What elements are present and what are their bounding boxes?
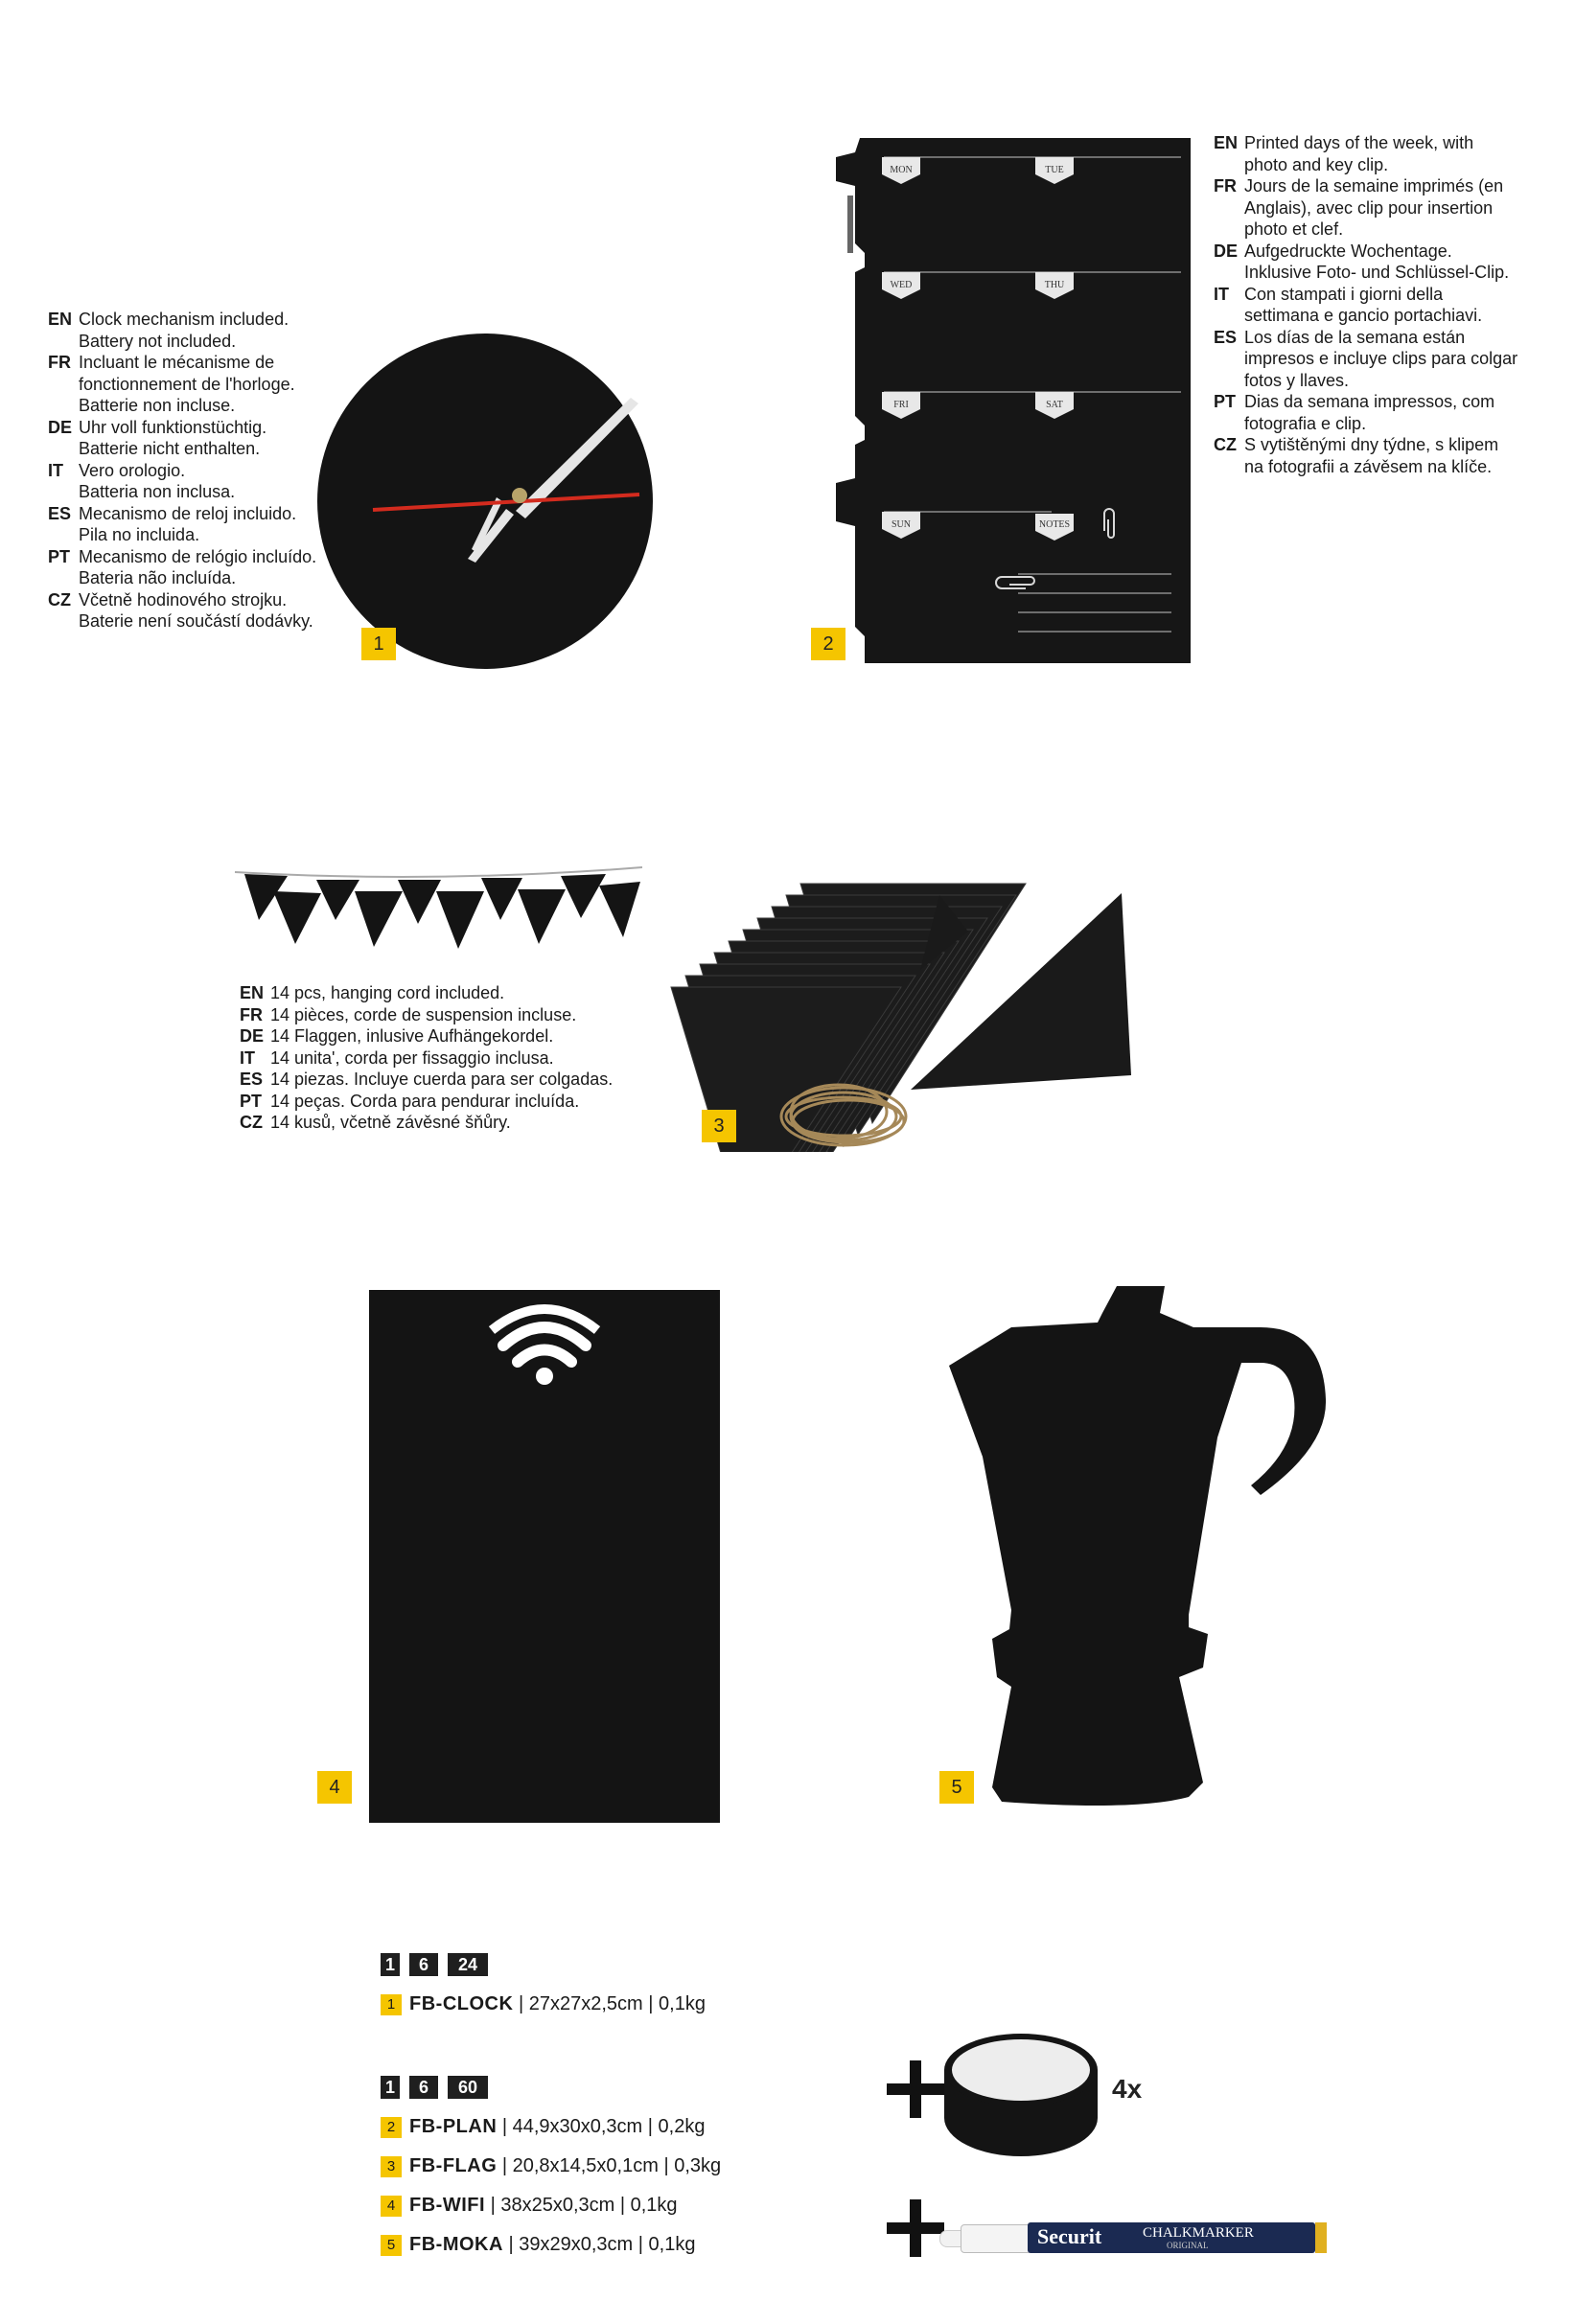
desc-entry-en: [1214, 132, 1568, 175]
desc-line: Batterie nicht enthalten.: [79, 439, 261, 458]
desc-entry-pt: [48, 546, 336, 589]
spec-moka: 5 FB-MOKA | 39x29x0,3cm | 0,1kg: [381, 2234, 695, 2256]
desc-entry-es: [1214, 327, 1568, 392]
desc-entry-cz: [48, 589, 336, 633]
badge-flag: 3: [702, 1110, 736, 1142]
spec-plan: 2 FB-PLAN | 44,9x30x0,3cm | 0,2kg: [381, 2116, 705, 2138]
desc-line: Con stampati i giorni della: [1244, 284, 1444, 304]
badge-moka: 5: [939, 1771, 974, 1804]
plus-icon: [887, 2199, 944, 2257]
desc-entry-de: [240, 1025, 642, 1047]
desc-line: Printed days of the week, with: [1244, 133, 1474, 152]
flag-description: [240, 982, 642, 1134]
desc-line: Uhr voll funktionstüchtig.: [79, 417, 267, 437]
pack-carton-count: 60: [448, 2076, 488, 2099]
desc-line: Jours de la semaine imprimés (en: [1244, 176, 1504, 196]
packaging-row-2: [381, 2076, 498, 2099]
packaging-row-1: [381, 1953, 498, 1976]
desc-line: impresos e incluye clips para colgar: [1244, 349, 1518, 368]
pack-box-count: 6: [409, 1953, 438, 1976]
day-mon: MON: [890, 165, 913, 175]
clock-description: [48, 309, 336, 633]
adhesive-pad-image: [939, 2027, 1102, 2161]
desc-entry-en: [48, 309, 336, 352]
desc-line: photo et clef.: [1244, 219, 1344, 239]
language-code: FR: [1214, 176, 1237, 196]
pack-box-count: 6: [409, 2076, 438, 2099]
language-code: EN: [1214, 133, 1239, 152]
language-code: CZ: [240, 1113, 263, 1132]
language-code: PT: [48, 546, 71, 566]
desc-entry-it: [1214, 284, 1568, 327]
day-sat: SAT: [1046, 400, 1063, 410]
desc-entry-fr: [240, 1004, 642, 1026]
desc-line: Mecanismo de reloj incluido.: [79, 503, 297, 523]
desc-line: Vero orologio.: [79, 460, 186, 480]
language-code: CZ: [48, 589, 71, 610]
day-wed: WED: [890, 280, 913, 290]
desc-entry-pt: [1214, 391, 1568, 434]
plus-icon: [887, 2060, 944, 2118]
day-tue: TUE: [1045, 165, 1064, 175]
desc-line: Pila no incluida.: [79, 525, 200, 544]
day-sun: SUN: [891, 519, 912, 530]
desc-entry-it: [240, 1047, 642, 1070]
spec-clock: 1 FB-CLOCK | 27x27x2,5cm | 0,1kg: [381, 1993, 706, 2015]
desc-line: settimana e gancio portachiavi.: [1244, 306, 1483, 325]
weekly-planner-image: [826, 138, 1191, 663]
marker-sub: ORIGINAL: [1167, 2241, 1209, 2250]
language-code: DE: [240, 1026, 265, 1046]
pack-inner-count: 1: [381, 1953, 400, 1976]
language-code: DE: [1214, 241, 1239, 261]
desc-line: Clock mechanism included.: [79, 310, 290, 329]
desc-line: 14 Flaggen, inlusive Aufhängekordel.: [270, 1026, 554, 1046]
day-thu: THU: [1044, 280, 1065, 290]
marker-label: CHALKMARKER: [1143, 2225, 1254, 2241]
desc-line: Mecanismo de relógio incluído.: [79, 546, 317, 566]
pack-carton-count: 24: [448, 1953, 488, 1976]
desc-line: Aufgedruckte Wochentage.: [1244, 241, 1452, 261]
badge-clock: 1: [361, 628, 396, 660]
desc-entry-cz: [240, 1112, 642, 1134]
desc-entry-de: [48, 417, 336, 460]
language-code: CZ: [1214, 435, 1237, 454]
desc-entry-cz: [1214, 434, 1568, 477]
desc-line: Bateria não incluída.: [79, 568, 237, 587]
desc-line: Včetně hodinového strojku.: [79, 589, 288, 610]
pack-inner-count: 1: [381, 2076, 400, 2099]
spec-flag: 3 FB-FLAG | 20,8x14,5x0,1cm | 0,3kg: [381, 2155, 721, 2177]
desc-line: Baterie není součástí dodávky.: [79, 611, 313, 631]
marker-brand: Securit: [1037, 2224, 1102, 2248]
desc-line: Batteria non inclusa.: [79, 482, 236, 501]
language-code: IT: [48, 460, 63, 480]
desc-entry-fr: [48, 352, 336, 417]
language-code: DE: [48, 417, 73, 437]
desc-line: na fotografii a závěsem na klíče.: [1244, 456, 1493, 476]
desc-line: Battery not included.: [79, 331, 237, 351]
badge-wifi: 4: [317, 1771, 352, 1804]
language-code: EN: [48, 310, 73, 329]
desc-entry-en: [240, 982, 642, 1004]
desc-line: 14 pcs, hanging cord included.: [270, 983, 505, 1002]
language-code: ES: [48, 503, 72, 523]
desc-entry-es: [48, 503, 336, 546]
desc-entry-de: [1214, 241, 1568, 284]
language-code: EN: [240, 983, 265, 1002]
badge-plan: 2: [811, 628, 845, 660]
pad-quantity: 4x: [1112, 2074, 1143, 2104]
language-code: PT: [1214, 392, 1237, 411]
desc-line: 14 peças. Corda para pendurar incluída.: [270, 1091, 580, 1111]
language-code: FR: [240, 1004, 263, 1024]
desc-line: S vytištěnými dny týdne, s klipem: [1244, 435, 1499, 454]
desc-line: fotos y llaves.: [1244, 370, 1350, 390]
desc-entry-fr: [1214, 175, 1568, 241]
moka-pot-image: [944, 1284, 1347, 1821]
bunting-image: [230, 853, 647, 968]
desc-entry-it: [48, 460, 336, 503]
spec-wifi: 4 FB-WIFI | 38x25x0,3cm | 0,1kg: [381, 2195, 678, 2217]
desc-line: fonctionnement de l'horloge.: [79, 374, 295, 394]
desc-line: Los días de la semana están: [1244, 327, 1466, 347]
desc-line: fotografia e clip.: [1244, 413, 1367, 433]
day-fri: FRI: [893, 400, 909, 410]
desc-entry-es: [240, 1069, 642, 1091]
language-code: IT: [1214, 284, 1229, 304]
desc-line: Anglais), avec clip pour insertion: [1244, 197, 1494, 218]
plan-description: [1214, 132, 1568, 477]
wifi-board-image: [369, 1290, 720, 1823]
language-code: FR: [48, 353, 71, 372]
desc-line: 14 kusů, včetně závěsné šňůry.: [270, 1113, 511, 1132]
desc-line: photo and key clip.: [1244, 154, 1389, 174]
language-code: ES: [240, 1070, 264, 1089]
desc-line: Batterie non incluse.: [79, 396, 236, 415]
chalk-marker-image: [939, 2219, 1342, 2257]
desc-line: Incluant le mécanisme de: [79, 353, 275, 372]
twine-image: [767, 1073, 920, 1160]
day-notes: NOTES: [1038, 519, 1071, 530]
desc-line: 14 piezas. Incluye cuerda para ser colgadas.: [270, 1070, 614, 1089]
desc-line: 14 pièces, corde de suspension incluse.: [270, 1004, 577, 1024]
language-code: PT: [240, 1091, 263, 1111]
desc-line: Inklusive Foto- und Schlüssel-Clip.: [1244, 263, 1510, 282]
language-code: IT: [240, 1047, 255, 1068]
desc-line: 14 unita', corda per fissaggio inclusa.: [270, 1047, 554, 1068]
desc-entry-pt: [240, 1091, 642, 1113]
language-code: ES: [1214, 327, 1238, 347]
clock-image: [314, 331, 656, 672]
desc-line: Dias da semana impressos, com: [1244, 392, 1495, 411]
